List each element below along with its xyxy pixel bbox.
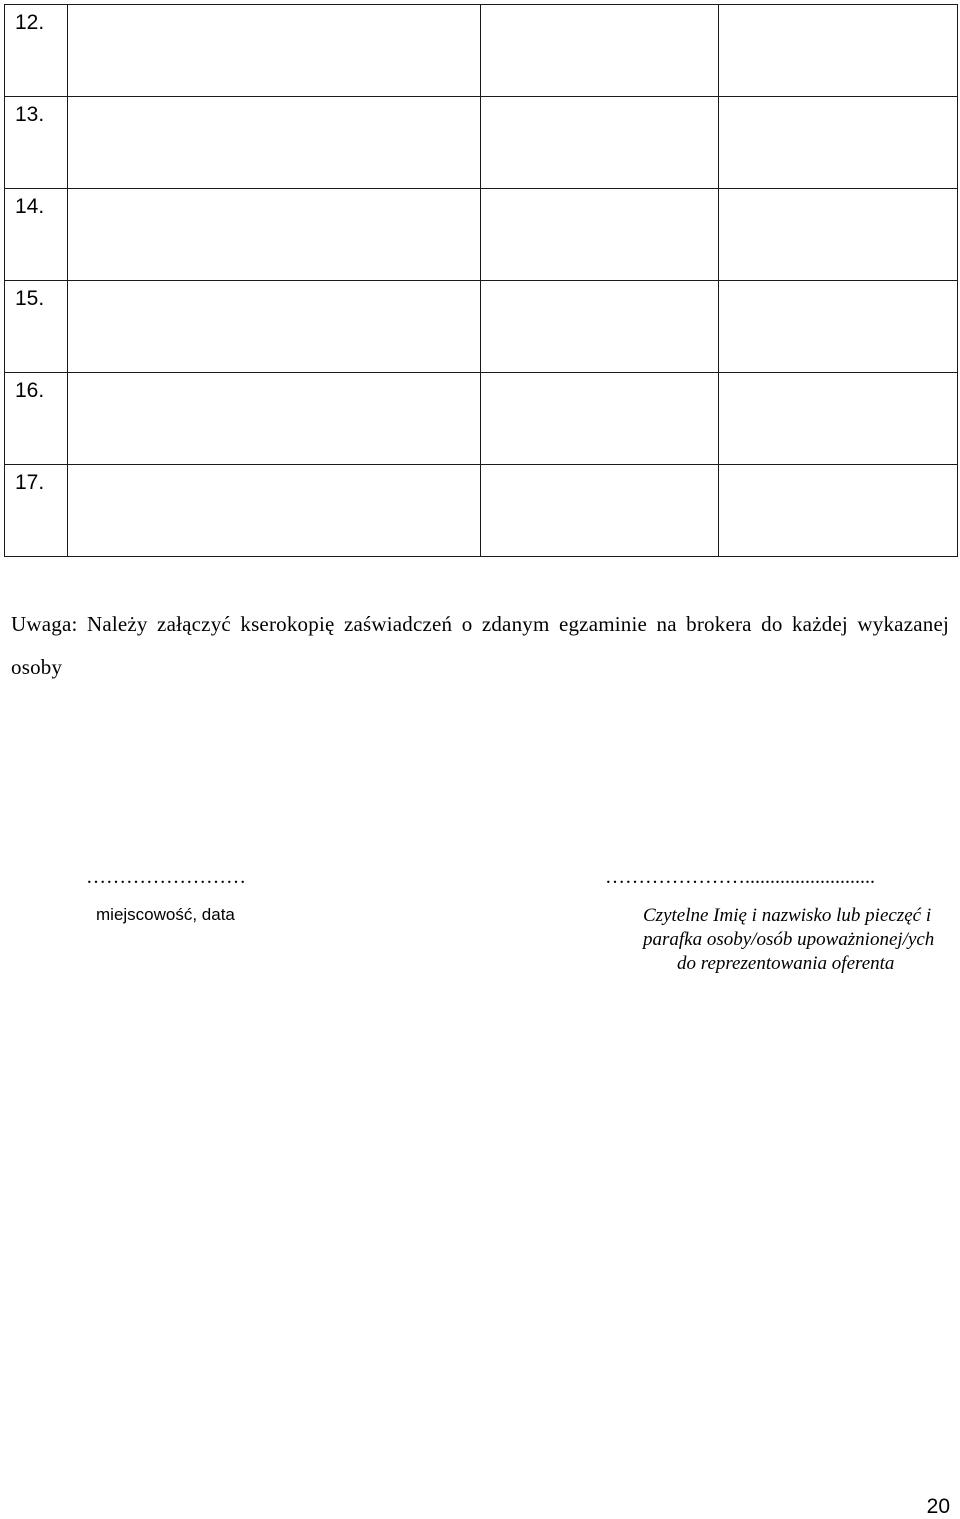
personnel-table [4, 4, 958, 557]
table-cell [481, 97, 719, 189]
row-number: 15. [5, 281, 68, 373]
table-row [5, 373, 958, 465]
table-cell [481, 281, 719, 373]
authorized-signature-caption [635, 904, 960, 976]
row-number: 13. [5, 97, 68, 189]
authorized-signature-line: ………………….......................... [605, 866, 875, 888]
table-cell [68, 97, 481, 189]
table-row [5, 189, 958, 281]
personnel-table-body [5, 5, 958, 557]
table-cell [719, 189, 958, 281]
table-row [5, 281, 958, 373]
table-row [5, 5, 958, 97]
row-number: 12. [5, 5, 68, 97]
table-cell [68, 373, 481, 465]
table-cell [68, 281, 481, 373]
table-cell [719, 5, 958, 97]
signature-caption-line-1: Czytelne Imię i nazwisko lub pieczęć i [643, 905, 932, 926]
row-number: 17. [5, 465, 68, 557]
table-cell [68, 465, 481, 557]
attachment-note: Uwaga: Należy załączyć kserokopię zaświadczeń o zdanym egzaminie na brokera do każdej wykazanej osoby [11, 612, 949, 679]
table-cell [481, 465, 719, 557]
table-cell [719, 373, 958, 465]
table-cell [481, 189, 719, 281]
signature-caption-line-3: do reprezentowania oferenta [677, 953, 895, 974]
table-row [5, 97, 958, 189]
signature-caption-line-2: parafka osoby/osób upoważnionej/ych [643, 929, 935, 950]
table-cell [719, 465, 958, 557]
row-number: 14. [5, 189, 68, 281]
table-cell [68, 189, 481, 281]
table-cell [719, 97, 958, 189]
table-cell [481, 373, 719, 465]
row-number: 16. [5, 373, 68, 465]
place-date-label: miejscowość, data [96, 905, 235, 924]
place-date-signature-line: …………………… [86, 866, 246, 888]
table-cell [68, 5, 481, 97]
table-row [5, 465, 958, 557]
table-cell [719, 281, 958, 373]
table-cell [481, 5, 719, 97]
page-number: 20 [926, 1495, 950, 1518]
